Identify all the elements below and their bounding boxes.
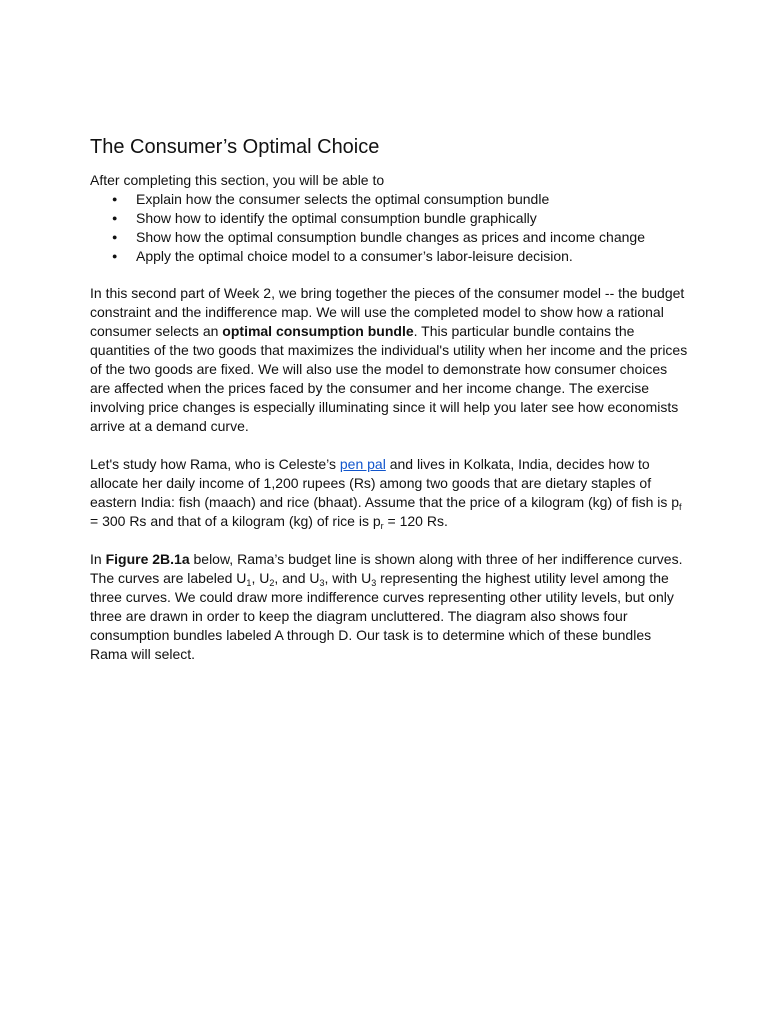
paragraph-figure-description: In Figure 2B.1a below, Rama’s budget line is shown along with three of her indifference curves. The curves are labeled $U_1$, $U_2$, and $U_3$, with $U_3$ representing the highest utility level among the three curves. We could draw more indifference curves representing other utility levels, but only three are drawn in order to keep the diagram uncluttered. The diagram also shows four consumption bundles labeled A through D. Our task is to determine which of these bundles Rama will select. bbox=[90, 551, 683, 662]
pen-pal-link[interactable]: pen pal bbox=[339, 456, 386, 472]
intro-text: After completing this section, you will be able to bbox=[90, 172, 385, 188]
paragraph-consumer-model: In this second part of Week 2, we bring together the pieces of the consumer model -- the budget constraint and the indifference map. We will use the completed model to show how a rational consumer selects an optimal consumption bundle. This particular bundle contains the quantities of the two goods that maximizes the individual's utility when her income and the prices of the two goods are fixed. We will also use the model to demonstrate how consumer choices are affected when the prices faced by the consumer and her income change. The exercise involving price changes is especially illuminating since it will help you later see how economists arrive at a demand curve. bbox=[90, 285, 688, 434]
objective-item: ● Show how the optimal consumption bundle changes as prices and income change bbox=[90, 228, 690, 247]
optimal-bundle-term: optimal consumption bundle bbox=[222, 323, 414, 339]
figure-reference: Figure 2B.1a bbox=[105, 551, 190, 567]
objectives-list bbox=[90, 190, 690, 266]
objective-item: ● Explain how the consumer selects the optimal consumption bundle bbox=[90, 190, 690, 209]
document-page bbox=[90, 134, 690, 683]
objective-item: ● Apply the optimal choice model to a consumer’s labor-leisure decision. bbox=[90, 247, 690, 266]
objective-item: ● Show how to identify the optimal consumption bundle graphically bbox=[90, 209, 690, 228]
paragraph-rama-example: Let's study how Rama, who is Celeste’s pen pal and lives in Kolkata, India, decides how to allocate her daily income of 1,200 rupees (Rs) among two goods that are dietary staples of eastern India: fish (maach) and rice (bhaat). Assume that the price of a kilogram (kg) of fish is $p_f = 300$ Rs and that of a kilogram (kg) of rice is $p_r = 120$ Rs. bbox=[90, 456, 682, 531]
page-title: The Consumer’s Optimal Choice bbox=[90, 136, 380, 158]
